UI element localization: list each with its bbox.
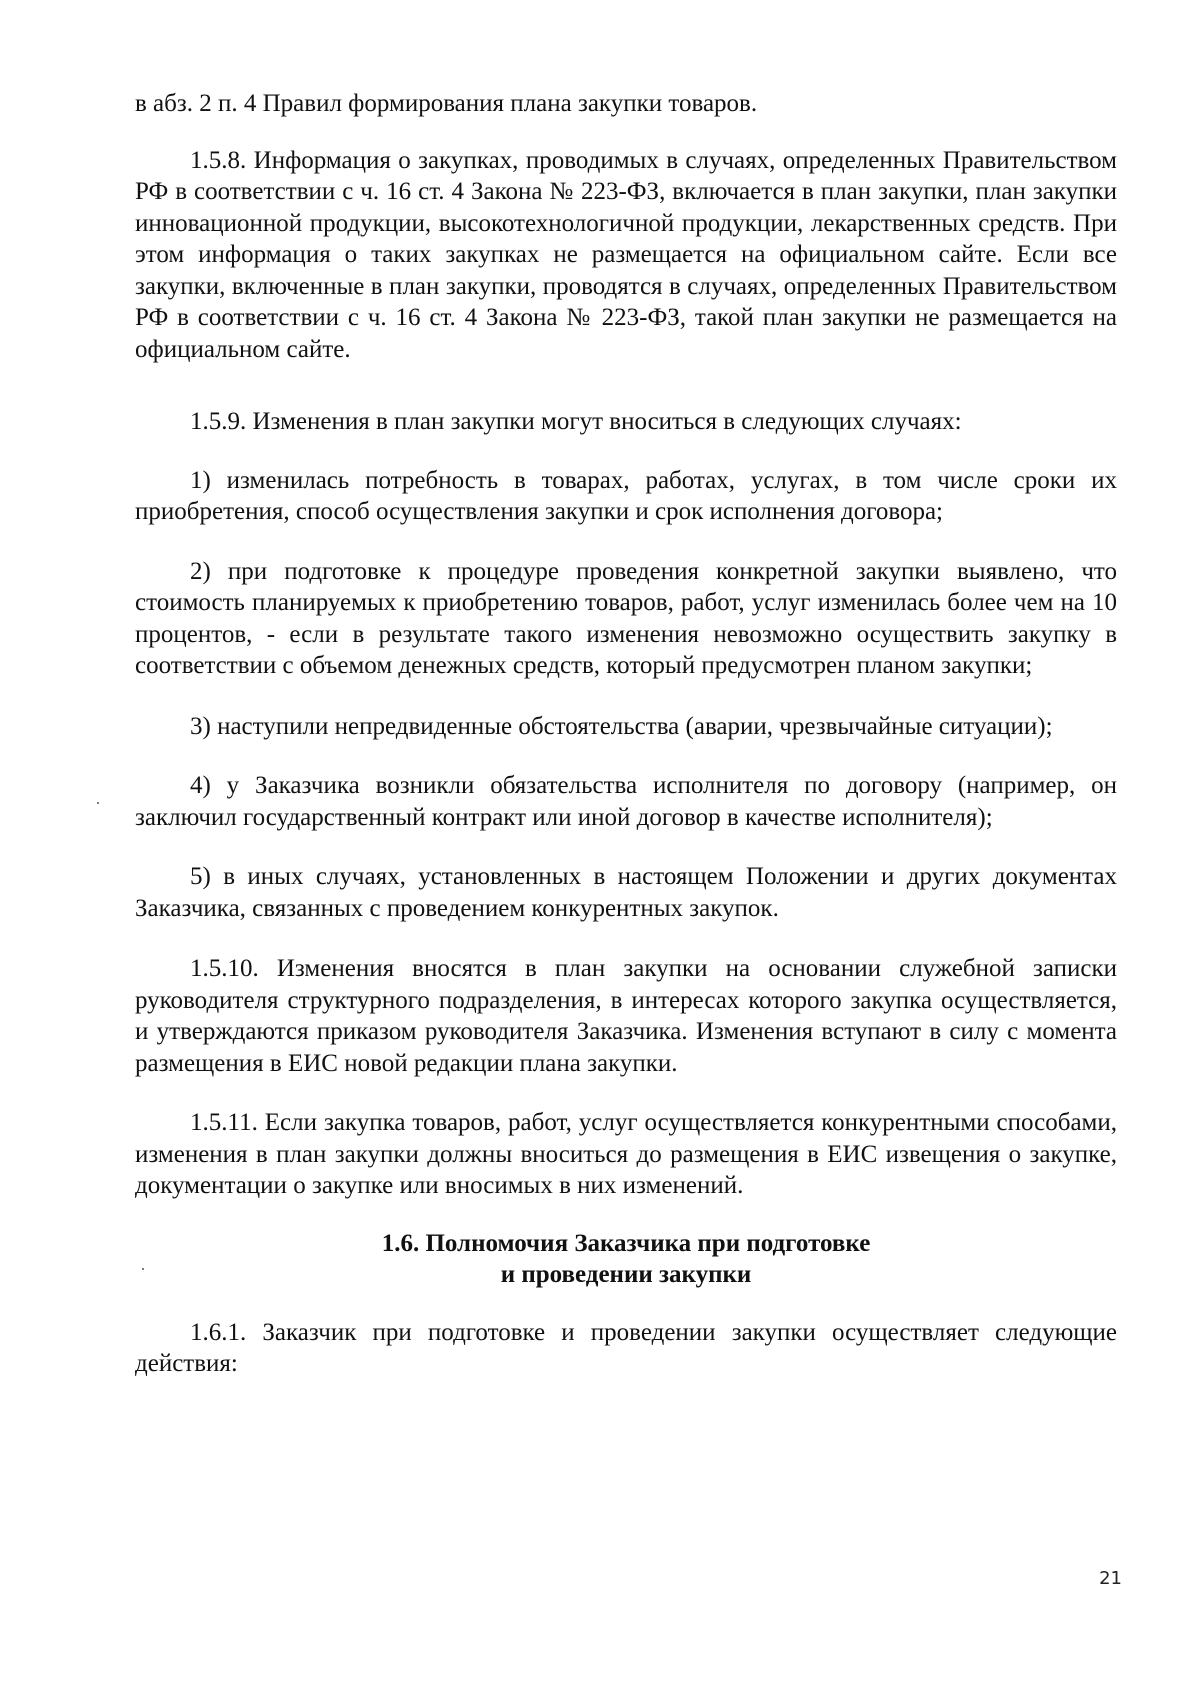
list-item-1: 1) изменилась потребность в товарах, работах, услугах, в том числе сроки их приобретения, способ осуществления закупки и срок исполнения договора;: [135, 466, 1117, 525]
list-item-2: 2) при подготовке к процедуре проведения конкретной закупки выявлено, что стоимость планируемых к приобретению товаров, работ, услуг изменилась более чем на 10 процентов, - если в результате такого изменения невозможно осуществить закупку в соответствии с объемом денежных средств, который предусмотрен планом закупки;: [135, 557, 1117, 679]
section-heading-line-2: и проведении закупки: [500, 1261, 752, 1288]
paragraph-1-5-10: 1.5.10. Изменения вносятся в план закупки на основании служебной записки руководителя структурного подразделения, в интересах которого закупка осуществляется, и утверждаются приказом руководителя Заказчика. Изменения вступают в силу с момента размещения в ЕИС новой редакции плана закупки.: [135, 955, 1117, 1077]
list-item-3: 3) наступили непредвиденные обстоятельства (аварии, чрезвычайные ситуации);: [190, 712, 1053, 740]
paragraph-1-5-11: 1.5.11. Если закупка товаров, работ, услуг осуществляется конкурентными способами, изменения в план закупки должны вноситься до размещения в ЕИС извещения о закупке, документации о закупке или вносимых в них изменений.: [135, 1109, 1117, 1199]
list-item-4: 4) у Заказчика возникли обязательства исполнителя по договору (например, он заключил государственный контракт или иной договор в качестве исполнителя);: [135, 772, 1117, 831]
list-item-5: 5) в иных случаях, установленных в настоящем Положении и других документах Заказчика, связанных с проведением конкурентных закупок.: [135, 863, 1117, 922]
section-heading: [135, 1228, 1117, 1291]
scan-speck: [142, 1268, 144, 1270]
page-body: [135, 88, 1117, 1380]
page-number: 21: [1099, 1568, 1122, 1589]
paragraph-1-5-9: 1.5.9. Изменения в план закупки могут вноситься в следующих случаях:: [190, 408, 962, 435]
scan-speck: [97, 802, 99, 804]
intro-line: в абз. 2 п. 4 Правил формирования плана закупки товаров.: [135, 90, 758, 117]
paragraph-1-5-8: 1.5.8. Информация о закупках, проводимых в случаях, определенных Правительством РФ в соответствии с ч. 16 ст. 4 Закона № 223-ФЗ, включается в план закупки, план закупки инновационной продукции, высокотехнологичной продукции, лекарственных средств. При этом информация о таких закупках не размещается на официальном сайте. Если все закупки, включенные в план закупки, проводятся в случаях, определенных Правительством РФ в соответствии с ч. 16 ст. 4 Закона № 223-ФЗ, такой план закупки не размещается на официальном сайте.: [135, 146, 1117, 363]
section-heading-line-1: 1.6. Полномочия Заказчика при подготовке: [381, 1229, 871, 1257]
paragraph-1-6-1: 1.6.1. Заказчик при подготовке и проведении закупки осуществляет следующие действия:: [135, 1318, 1117, 1377]
